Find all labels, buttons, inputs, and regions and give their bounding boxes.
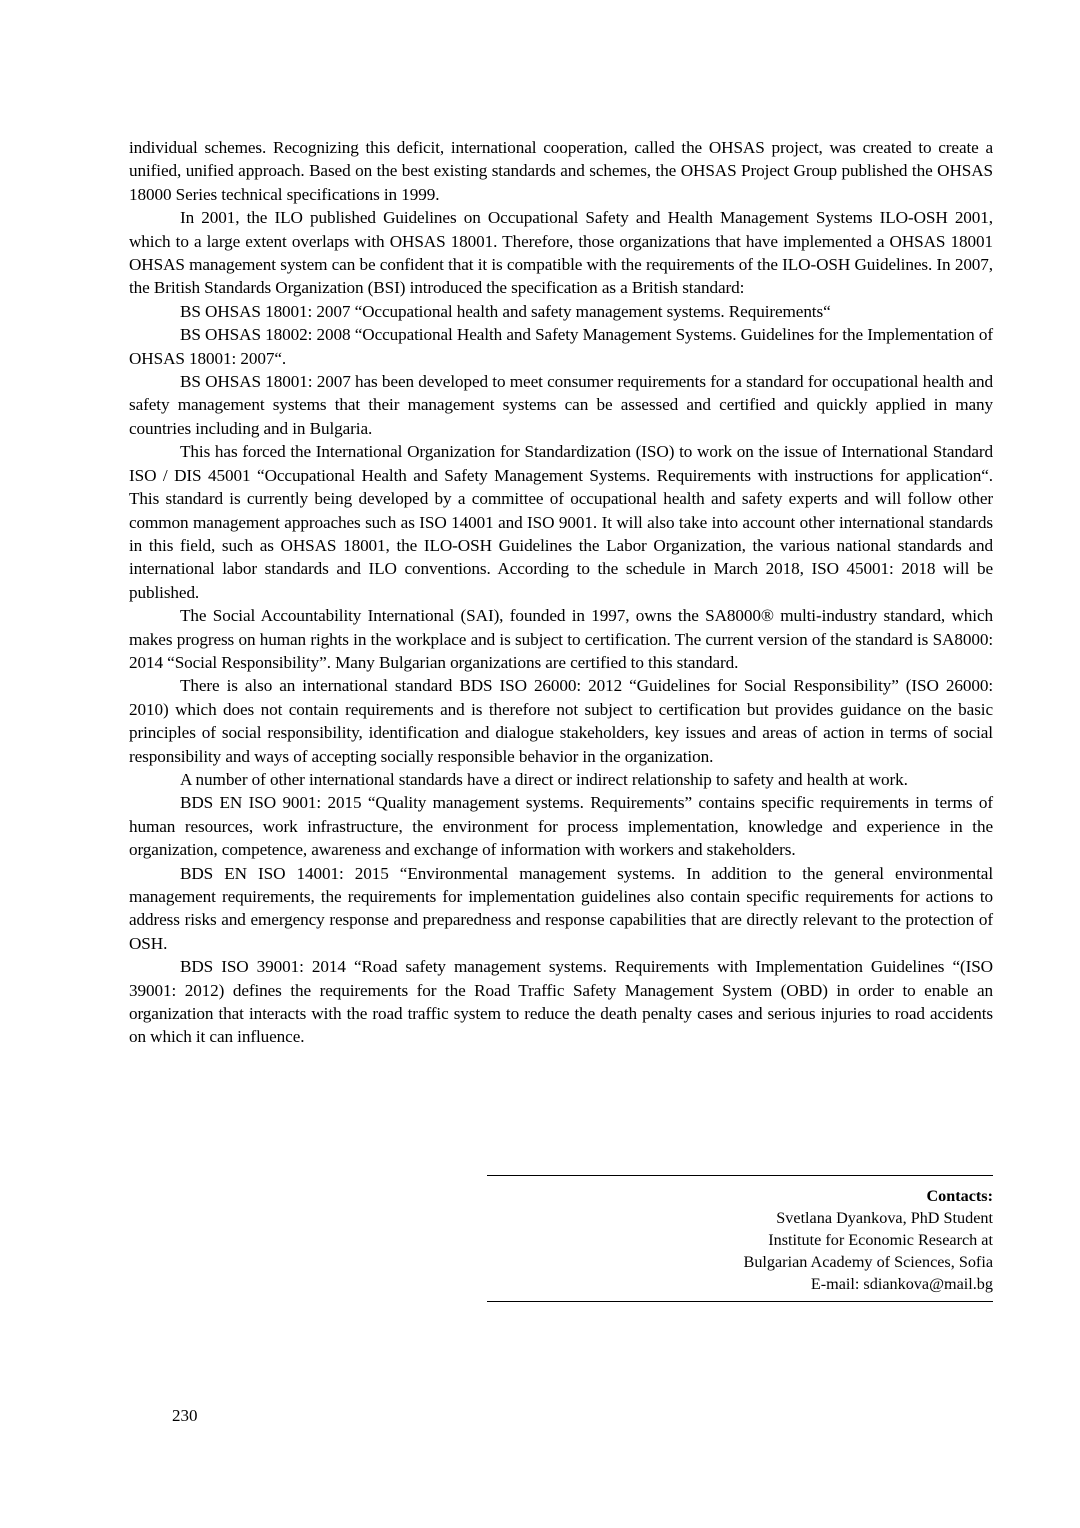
paragraph-iso-14001: BDS EN ISO 14001: 2015 “Environmental management systems. In addition to the general environmental management requirements, the requirements for implementation guidelines also contain specific requirements for actions to address risks and emergency response and preparedness and response capabilities that are directly relevant to the protection of OSH. bbox=[129, 863, 993, 953]
paragraph-bs-ohsas-18002-title: BS OHSAS 18002: 2008 “Occupational Health and Safety Management Systems. Guidelines for the Implementation of OHSAS 18001: 2007“. bbox=[129, 325, 993, 368]
page-number: 230 bbox=[172, 1406, 198, 1425]
contact-name: Svetlana Dyankova, PhD Student bbox=[776, 1209, 993, 1227]
paragraph-other-standards: A number of other international standards have a direct or indirect relationship to safety and health at work. bbox=[180, 769, 908, 789]
contacts-block bbox=[487, 1175, 993, 1302]
contact-institute-line-1: Institute for Economic Research at bbox=[768, 1231, 993, 1249]
paragraph-iso-45001: This has forced the International Organization for Standardization (ISO) to work on the issue of International Standard ISO / DIS 45001 “Occupational Health and Safety Management Systems. Requirements with instructions for application“. This standard is currently being developed by a committee of occupational health and safety experts and will follow other common management approaches such as ISO 14001 and ISO 9001. It will also take into account other international standards in this field, such as OHSAS 18001, the ILO-OSH Guidelines the Labor Organization, the various national standards and international labor standards and ILO conventions. According to the schedule in March 2018, ISO 45001: 2018 will be published. bbox=[129, 442, 993, 602]
page-body bbox=[129, 136, 993, 1049]
body-text bbox=[129, 136, 993, 1049]
paragraph-iso-26000: There is also an international standard BDS ISO 26000: 2012 “Guidelines for Social Responsibility” (ISO 26000: 2010) which does not contain requirements and is therefore not subject to certification but provides guidance on the basic principles of social responsibility, identification and dialogue stakeholders, key issues and areas of action in terms of social responsibility and ways of accepting socially responsible behavior in the organization. bbox=[129, 676, 993, 766]
paragraph-iso-9001: BDS EN ISO 9001: 2015 “Quality management systems. Requirements” contains specific requirements in terms of human resources, work infrastructure, the environment for process implementation, knowledge and experience in the organization, competence, awareness and exchange of information with workers and stakeholders. bbox=[129, 793, 993, 860]
contact-email: E-mail: sdiankova@mail.bg bbox=[810, 1275, 993, 1293]
paragraph-bs-ohsas-18001-title: BS OHSAS 18001: 2007 “Occupational health and safety management systems. Requirements“ bbox=[180, 301, 831, 321]
paragraph-bs-ohsas-18001-development: BS OHSAS 18001: 2007 has been developed to meet consumer requirements for a standard for occupational health and safety management systems that their management systems can be assessed and certified and quickly applied in many countries including and in Bulgaria. bbox=[129, 372, 993, 438]
paragraph-ilo-osh: In 2001, the ILO published Guidelines on Occupational Safety and Health Management Systems ILO-OSH 2001, which to a large extent overlaps with OHSAS 18001. Therefore, those organizations that have implemented a OHSAS 18001 OHSAS management system can be confident that it is compatible with the requirements of the ILO-OSH Guidelines. In 2007, the British Standards Organization (BSI) introduced the specification as a British standard: bbox=[129, 208, 993, 298]
paragraph-sa8000: The Social Accountability International (SAI), founded in 1997, owns the SA8000® multi-industry standard, which makes progress on human rights in the workplace and is subject to certification. The current version of the standard is SA8000: 2014 “Social Responsibility”. Many Bulgarian organizations are certified to this standard. bbox=[129, 606, 993, 672]
contacts-heading: Contacts: bbox=[926, 1187, 993, 1205]
paragraph-iso-39001: BDS ISO 39001: 2014 “Road safety management systems. Requirements with Implementation Guidelines “(ISO 39001: 2012) defines the requirements for the Road Traffic Safety Management System (OBD) in order to enable an organization that interacts with the road traffic system to reduce the death penalty cases and serious injuries to road accidents on which it can influence. bbox=[129, 957, 993, 1047]
contact-institute-line-2: Bulgarian Academy of Sciences, Sofia bbox=[743, 1253, 993, 1271]
paragraph-ohsas-project: individual schemes. Recognizing this deficit, international cooperation, called the OHSAS project, was created to create a unified, unified approach. Based on the best existing standards and schemes, the OHSAS Project Group published the OHSAS 18000 Series technical specifications in 1999. bbox=[129, 138, 993, 204]
